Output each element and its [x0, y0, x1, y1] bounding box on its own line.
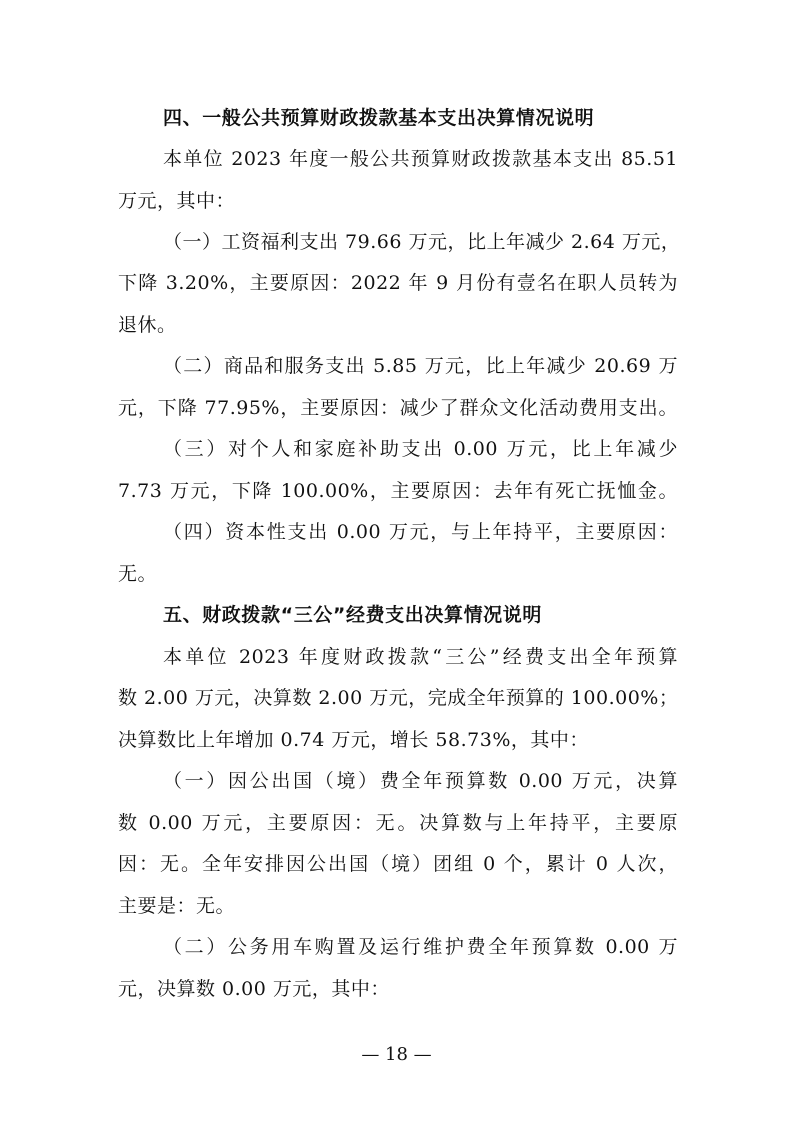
section-5-item-1-line-4: 主要是：无。: [118, 895, 236, 917]
section-5-item-2-line-1: （二）公务用车购置及运行维护费全年预算数 0.00 万: [163, 936, 678, 958]
section-4-item-3-line-1: （三）对个人和家庭补助支出 0.00 万元，比上年减少: [163, 438, 678, 460]
section-4-heading: 四、一般公共预算财政拨款基本支出决算情况说明: [163, 107, 595, 129]
section-4-item-4-line-1: （四）资本性支出 0.00 万元，与上年持平，主要原因：: [163, 521, 678, 543]
section-5-intro-line-3: 决算数比上年增加 0.74 万元，增长 58.73%，其中：: [118, 729, 589, 751]
section-4-item-2-line-2: 元，下降 77.95%，主要原因：减少了群众文化活动费用支出。: [118, 397, 678, 419]
section-4-item-2-line-1: （二）商品和服务支出 5.85 万元，比上年减少 20.69 万: [163, 355, 678, 377]
section-4-item-4-line-2: 无。: [118, 563, 158, 585]
section-5-item-1-line-1: （一）因公出国（境）费全年预算数 0.00 万元，决算: [163, 770, 678, 792]
section-5-item-2-line-2: 元，决算数 0.00 万元，其中：: [118, 978, 390, 1000]
section-4-intro-line-2: 万元，其中：: [118, 190, 236, 212]
section-4-item-1-line-2: 下降 3.20%，主要原因：2022 年 9 月份有壹名在职人员转为: [118, 272, 678, 294]
section-5-item-1-line-2: 数 0.00 万元，主要原因：无。决算数与上年持平，主要原: [118, 812, 678, 834]
section-4-item-1-line-1: （一）工资福利支出 79.66 万元，比上年减少 2.64 万元，: [163, 231, 681, 253]
section-4-item-1-line-3: 退休。: [118, 314, 177, 336]
section-5-intro-line-2: 数 2.00 万元，决算数 2.00 万元，完成全年预算的 100.00%；: [118, 687, 679, 709]
section-5-item-1-line-3: 因：无。全年安排因公出国（境）团组 0 个，累计 0 人次，: [118, 853, 678, 875]
page-number: — 18 —: [361, 1044, 432, 1065]
section-5-intro-line-1: 本单位 2023 年度财政拨款“三公”经费支出全年预算: [163, 646, 678, 668]
section-4-item-3-line-2: 7.73 万元，下降 100.00%，主要原因：去年有死亡抚恤金。: [118, 480, 678, 502]
section-5-heading: 五、财政拨款“三公”经费支出决算情况说明: [163, 604, 542, 626]
section-4-intro-line-1: 本单位 2023 年度一般公共预算财政拨款基本支出 85.51: [163, 148, 678, 170]
